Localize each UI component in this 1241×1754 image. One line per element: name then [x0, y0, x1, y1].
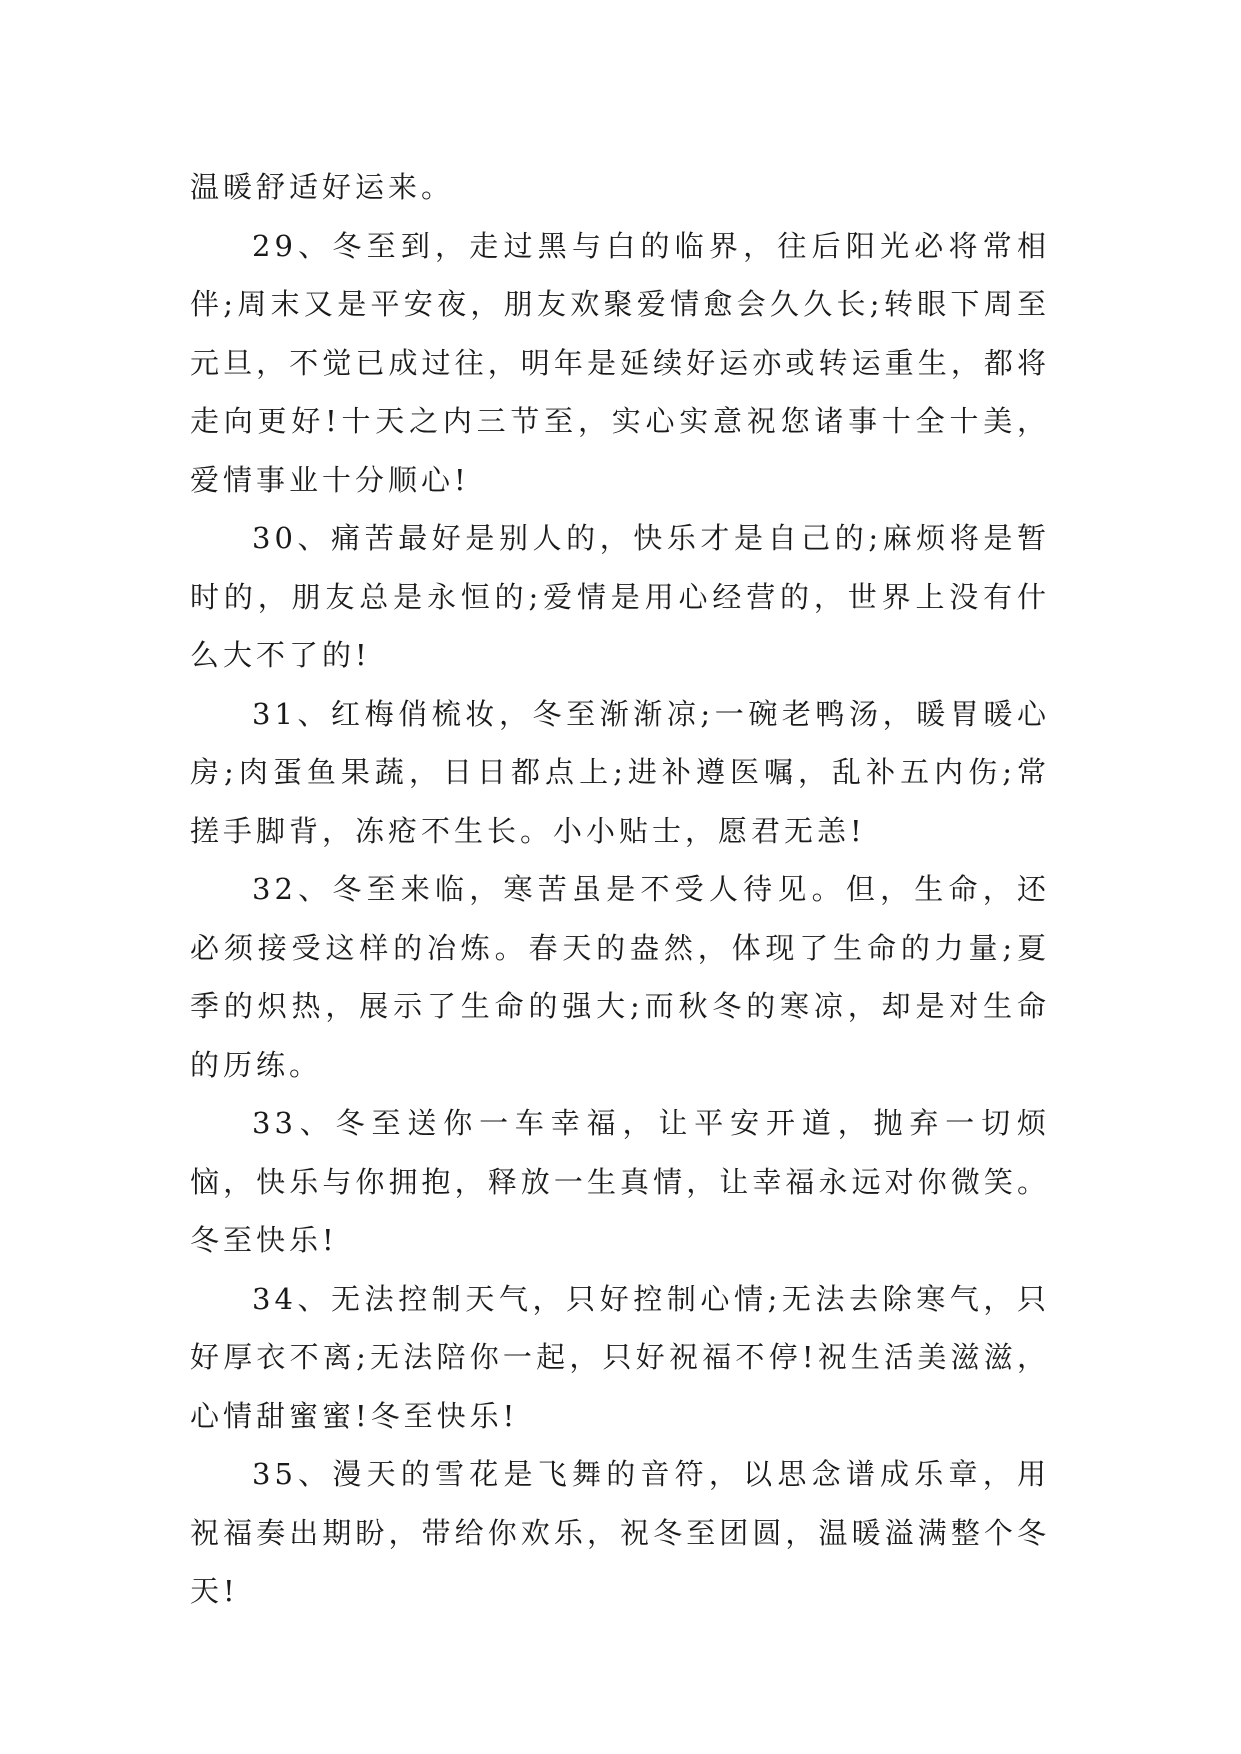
- paragraph-34: 34、无法控制天气，只好控制心情;无法去除寒气，只好厚衣不离;无法陪你一起，只好祝福不停!祝生活美滋滋，心情甜蜜蜜!冬至快乐!: [190, 1281, 1050, 1433]
- document-body: [190, 158, 1050, 1621]
- paragraph-30: 30、痛苦最好是别人的，快乐才是自己的;麻烦将是暂时的，朋友总是永恒的;爱情是用心经营的，世界上没有什么大不了的!: [190, 521, 1050, 672]
- paragraph-31: 31、红梅俏梳妆，冬至渐渐凉;一碗老鸭汤，暖胃暖心房;肉蛋鱼果蔬，日日都点上;进补遵医嘱，乱补五内伤;常搓手脚背，冻疮不生长。小小贴士，愿君无恙!: [190, 696, 1050, 848]
- paragraph-33: 33、冬至送你一车幸福，让平安开道，抛弃一切烦恼，快乐与你拥抱，释放一生真情，让幸福永远对你微笑。冬至快乐!: [190, 1106, 1050, 1257]
- paragraph-29: 29、冬至到，走过黑与白的临界，往后阳光必将常相伴;周末又是平安夜，朋友欢聚爱情愈会久久长;转眼下周至元旦，不觉已成过往，明年是延续好运亦或转运重生，都将走向更好!十天之内三节至，实心实意祝您诸事十全十美，爱情事业十分顺心!: [190, 228, 1050, 497]
- paragraph-32: 32、冬至来临，寒苦虽是不受人待见。但，生命，还必须接受这样的冶炼。春天的盎然，体现了生命的力量;夏季的炽热，展示了生命的强大;而秋冬的寒凉，却是对生命的历练。: [190, 872, 1050, 1082]
- paragraph-35: 35、漫天的雪花是飞舞的音符，以思念谱成乐章，用祝福奏出期盼，带给你欢乐，祝冬至团圆，温暖溢满整个冬天!: [190, 1457, 1050, 1608]
- paragraph-continuation: 温暖舒适好运来。: [190, 170, 455, 204]
